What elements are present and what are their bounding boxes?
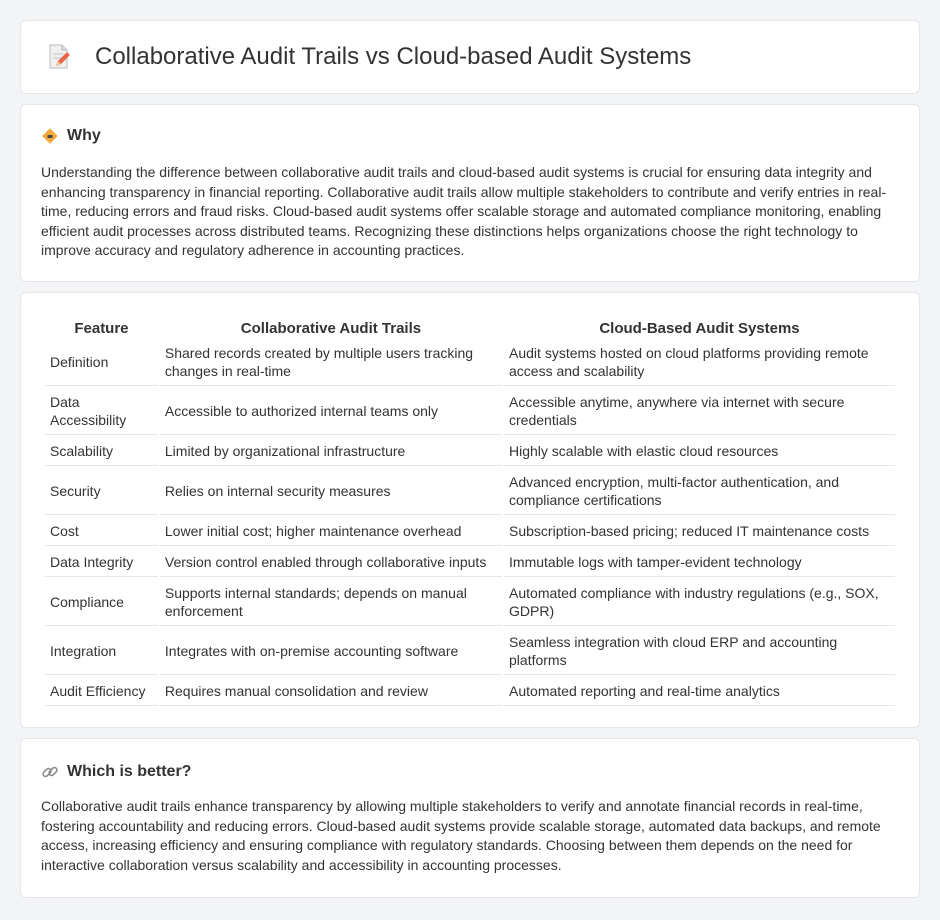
collaborative-cell: Version control enabled through collaborative inputs: [160, 548, 502, 577]
table-row: [45, 437, 895, 466]
table-row: [45, 579, 895, 626]
table-row: [45, 677, 895, 706]
collaborative-cell: Requires manual consolidation and review: [160, 677, 502, 706]
cloud-cell: Highly scalable with elastic cloud resources: [504, 437, 895, 466]
cloud-cell: Advanced encryption, multi-factor authentication, and compliance certifications: [504, 468, 895, 515]
document-pencil-icon: [47, 44, 71, 70]
feature-cell: Audit Efficiency: [45, 677, 158, 706]
better-text: Collaborative audit trails enhance transparency by allowing multiple stakeholders to verify and annotate financial records in real-time, fostering accountability and reducing errors. Cloud-based audit systems provide scalable storage, automated data backups, and remote access, increasing efficiency and ensuring compliance with regulatory standards. Choosing between them depends on the need for interactive collaboration versus scalability and accessibility in accounting processes.: [41, 798, 881, 873]
feature-cell: Data Integrity: [45, 548, 158, 577]
feature-cell: Definition: [45, 339, 158, 386]
link-icon: [41, 763, 59, 781]
cloud-cell: Subscription-based pricing; reduced IT maintenance costs: [504, 517, 895, 546]
table-row: [45, 468, 895, 515]
cloud-cell: Audit systems hosted on cloud platforms providing remote access and scalability: [504, 339, 895, 386]
feature-cell: Security: [45, 468, 158, 515]
table-row: [45, 548, 895, 577]
cloud-cell: Automated compliance with industry regulations (e.g., SOX, GDPR): [504, 579, 895, 626]
title-card: [20, 20, 920, 94]
collaborative-cell: Limited by organizational infrastructure: [160, 437, 502, 466]
diamond-sign-icon: [41, 127, 59, 145]
better-section: [20, 738, 920, 898]
comparison-card: [20, 292, 920, 728]
why-heading: Why: [67, 127, 101, 144]
cloud-cell: Seamless integration with cloud ERP and accounting platforms: [504, 628, 895, 675]
cloud-cell: Automated reporting and real-time analytics: [504, 677, 895, 706]
better-heading: Which is better?: [67, 763, 192, 780]
cloud-cell: Immutable logs with tamper-evident technology: [504, 548, 895, 577]
feature-cell: Integration: [45, 628, 158, 675]
feature-cell: Scalability: [45, 437, 158, 466]
why-text: Understanding the difference between collaborative audit trails and cloud-based audit systems is crucial for ensuring data integrity and enhancing transparency in financial reporting. Collaborative audit trails allow multiple stakeholders to contribute and verify entries in real-time, reducing errors and fraud risks. Cloud-based audit systems offer scalable storage and automated compliance monitoring, enabling efficient audit processes across distributed teams. Recognizing these distinctions helps organizations choose the right technology to improve accuracy and regulatory adherence in accounting practices.: [41, 164, 887, 259]
feature-cell: Data Accessibility: [45, 388, 158, 435]
table-row: [45, 628, 895, 675]
collaborative-cell: Lower initial cost; higher maintenance overhead: [160, 517, 502, 546]
collaborative-cell: Integrates with on-premise accounting software: [160, 628, 502, 675]
table-row: [45, 339, 895, 386]
table-row: [45, 388, 895, 435]
collaborative-cell: Accessible to authorized internal teams only: [160, 388, 502, 435]
table-row: [45, 517, 895, 546]
comparison-table: [43, 315, 897, 708]
cloud-cell: Accessible anytime, anywhere via internet with secure credentials: [504, 388, 895, 435]
header-collaborative: Collaborative Audit Trails: [240, 319, 422, 337]
collaborative-cell: Relies on internal security measures: [160, 468, 502, 515]
feature-cell: Cost: [45, 517, 158, 546]
table-header-row: [45, 317, 895, 337]
why-section: [20, 104, 920, 282]
header-feature: Feature: [74, 319, 129, 337]
collaborative-cell: Supports internal standards; depends on manual enforcement: [160, 579, 502, 626]
collaborative-cell: Shared records created by multiple users tracking changes in real-time: [160, 339, 502, 386]
header-cloud: Cloud-Based Audit Systems: [599, 319, 800, 337]
feature-cell: Compliance: [45, 579, 158, 626]
page-title: Collaborative Audit Trails vs Cloud-based Audit Systems: [95, 43, 692, 70]
